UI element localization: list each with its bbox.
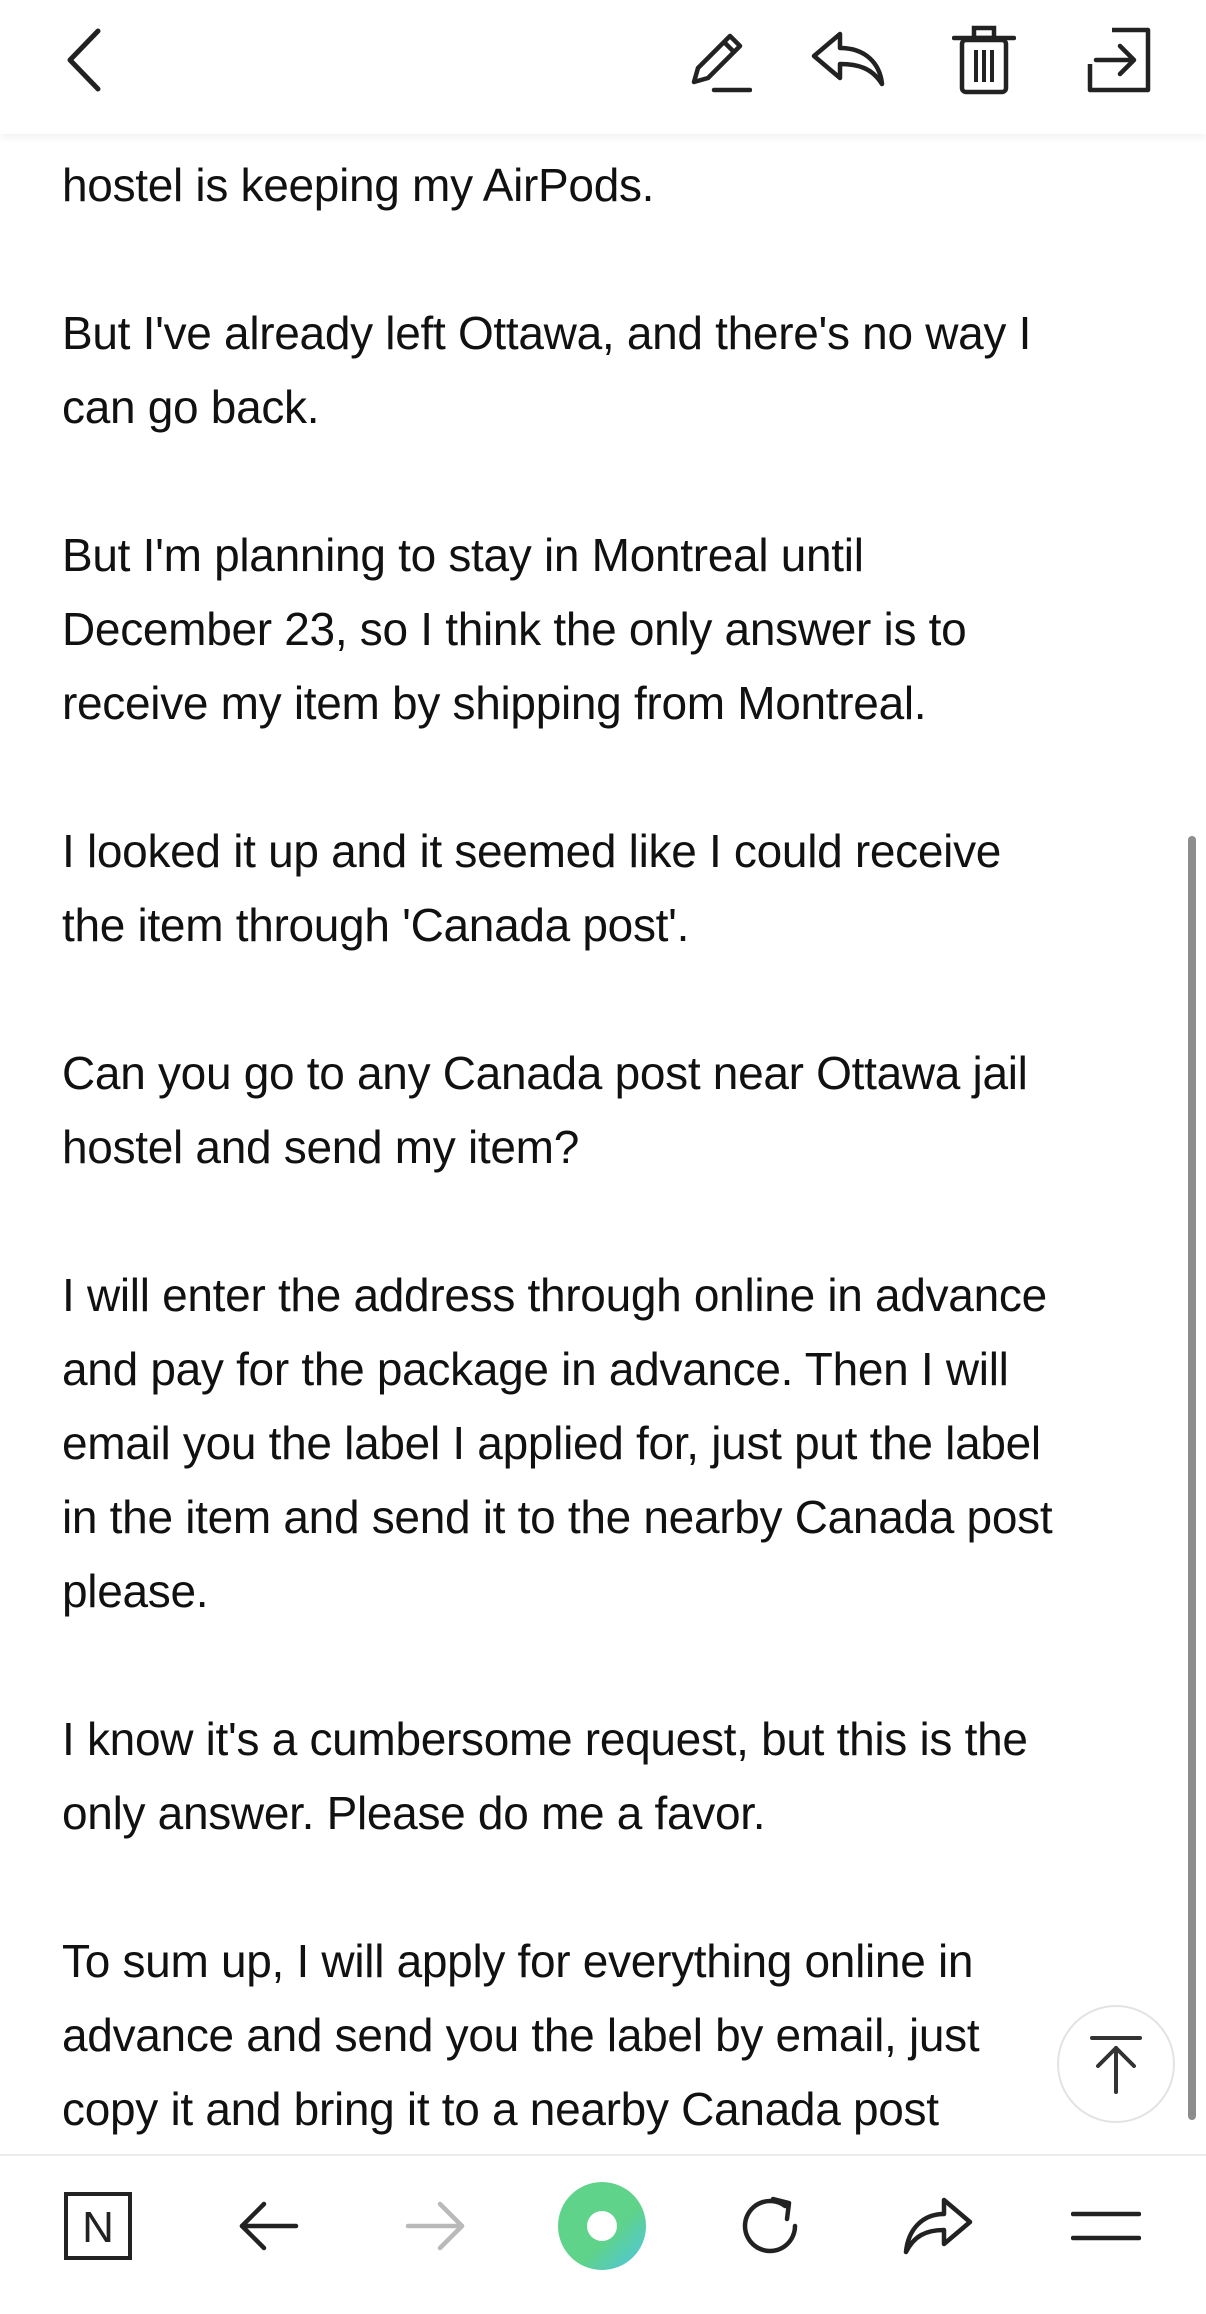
message-paragraph: I will enter the address through online in advance and pay for the package in advance. Then I will email you the label I applied for, just put the label in the item and send it to the nearby Canada post please. bbox=[62, 1269, 1053, 1617]
move-button[interactable] bbox=[1078, 18, 1162, 102]
hamburger-menu-icon bbox=[1071, 2206, 1141, 2246]
scrollbar[interactable] bbox=[1188, 836, 1196, 2120]
message-paragraph: I looked it up and it seemed like I could receive the item through 'Canada post'. bbox=[62, 825, 1002, 951]
green-dot-icon bbox=[556, 2180, 648, 2272]
browser-back-button[interactable] bbox=[218, 2176, 318, 2276]
share-button[interactable] bbox=[888, 2176, 988, 2276]
browser-forward-button[interactable] bbox=[386, 2176, 486, 2276]
top-toolbar bbox=[0, 0, 1206, 134]
green-dot-button[interactable] bbox=[552, 2176, 652, 2276]
delete-button[interactable] bbox=[942, 18, 1026, 102]
move-icon bbox=[1082, 24, 1158, 96]
naver-logo-icon bbox=[63, 2191, 133, 2261]
message-paragraph: But I've already left Ottawa, and there's no way I can go back. bbox=[62, 307, 1032, 433]
message-paragraph: Can you go to any Canada post near Ottawa jail hostel and send my item? bbox=[62, 1047, 1028, 1173]
arrow-up-to-top-icon bbox=[1086, 2032, 1146, 2096]
scroll-to-top-button[interactable] bbox=[1057, 2005, 1175, 2123]
trash-icon bbox=[952, 24, 1016, 96]
naver-home-button[interactable] bbox=[48, 2176, 148, 2276]
message-body bbox=[62, 0, 1152, 2150]
menu-button[interactable] bbox=[1056, 2176, 1156, 2276]
arrow-right-icon bbox=[404, 2200, 468, 2252]
reply-button[interactable] bbox=[806, 18, 890, 102]
message-paragraph: hostel is keeping my AirPods. bbox=[62, 159, 655, 211]
message-paragraph: But I'm planning to stay in Montreal until December 23, so I think the only answer is to receive my item by shipping from Montreal. bbox=[62, 529, 967, 729]
arrow-left-icon bbox=[236, 2200, 300, 2252]
bottom-navbar bbox=[0, 2154, 1206, 2314]
message-paragraph: I know it's a cumbersome request, but this is the only answer. Please do me a favor. bbox=[62, 1713, 1028, 1839]
refresh-icon bbox=[735, 2191, 805, 2261]
pencil-icon bbox=[680, 24, 752, 96]
svg-text:N: N bbox=[82, 2203, 114, 2252]
back-button[interactable] bbox=[42, 18, 126, 102]
edit-button[interactable] bbox=[674, 18, 758, 102]
reply-icon bbox=[808, 24, 888, 96]
refresh-button[interactable] bbox=[720, 2176, 820, 2276]
message-paragraph: To sum up, I will apply for everything online in advance and send you the label by email, just copy it and bring it to a nearby Canada post bbox=[62, 1935, 980, 2135]
chevron-left-icon bbox=[54, 25, 114, 95]
share-icon bbox=[900, 2194, 976, 2258]
